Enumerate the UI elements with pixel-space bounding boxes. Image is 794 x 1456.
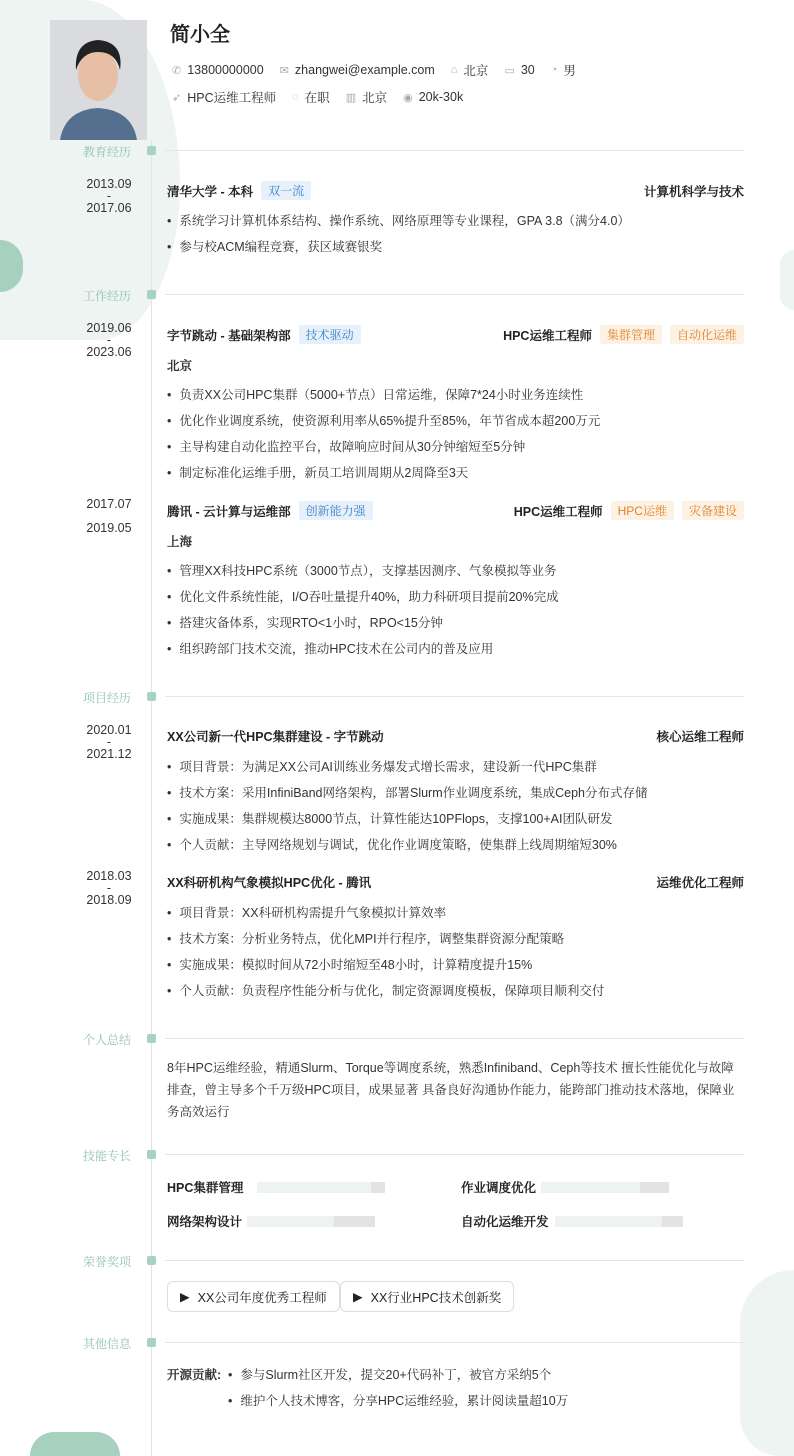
skill-name: 自动化运维开发 xyxy=(461,1215,549,1229)
phone: 13800000000 xyxy=(187,63,264,77)
date-end: 2021.12 xyxy=(86,747,132,761)
list-item: • 技术方案：采用InfiniBand网络架构，部署Slurm作业调度系统，集成Ceph分布式存储 xyxy=(167,783,648,801)
building-icon: ▥ xyxy=(345,91,357,104)
status: 在职 xyxy=(304,91,330,105)
date-end: 2017.06 xyxy=(86,201,132,215)
skill-bar xyxy=(541,1182,669,1193)
job-city: 上海 xyxy=(167,535,193,549)
education-header xyxy=(167,181,744,200)
section-title-skills: 技能专长 xyxy=(83,1149,132,1163)
skill-bar xyxy=(247,1216,375,1227)
summary-text: 8年HPC运维经验，精通Slurm、Torque等调度系统，熟悉Infiniband、Ceph等技术 擅长性能优化与故障排查，曾主导多个千万级HPC项目，成果显著 具备良好沟通协作能力，能跨部门推动技术落地，保障业务高效运行 xyxy=(167,1061,735,1119)
play-icon: ▶ xyxy=(180,1290,190,1304)
section-title-project: 项目经历 xyxy=(83,691,132,705)
divider xyxy=(165,150,744,151)
skill-item xyxy=(167,1178,385,1196)
email: zhangwei@example.com xyxy=(294,63,435,77)
position: HPC运维工程师 xyxy=(187,91,277,105)
date-end: 2018.09 xyxy=(86,893,132,907)
job-intent-row xyxy=(172,88,463,106)
list-item: • 实施成果：集群规模达8000节点，计算性能达10PFlops，支撑100+AI团队研发 xyxy=(167,809,612,827)
section-dot xyxy=(147,1256,156,1265)
section-dot xyxy=(147,692,156,701)
skill-item xyxy=(461,1212,683,1230)
date-range: 2013.09 - 2017.06 xyxy=(80,178,138,214)
section-dot xyxy=(147,1034,156,1043)
list-item: • 优化作业调度系统，使资源利用率从65%提升至85%，年节省成本超200万元 xyxy=(167,411,600,429)
salary-icon: ◉ xyxy=(403,91,413,104)
location: 北京 xyxy=(463,64,489,78)
list-item: • 维护个人技术博客，分享HPC运维经验，累计阅读量超10万 xyxy=(228,1391,568,1409)
section-dot xyxy=(147,290,156,299)
date-range: 2020.01 - 2021.12 xyxy=(80,724,138,760)
list-item: • 负责XX公司HPC集群（5000+节点）日常运维，保障7*24小时业务连续性 xyxy=(167,385,583,403)
gender-icon: ◔ xyxy=(550,64,558,76)
calendar-icon: ▭ xyxy=(504,64,515,77)
tag: 技术驱动 xyxy=(299,325,361,344)
skill-name: 网络架构设计 xyxy=(167,1215,243,1229)
project-name: XX科研机构气象模拟HPC优化 - 腾讯 xyxy=(167,876,372,890)
project-name: XX公司新一代HPC集群建设 - 字节跳动 xyxy=(167,730,384,744)
date-end: 2019.05 xyxy=(86,521,132,535)
award-label: XX公司年度优秀工程师 xyxy=(197,1290,327,1305)
date-range: 2019.06 - 2023.06 xyxy=(80,322,138,358)
home-icon: ⌂ xyxy=(450,64,458,76)
section-title-awards: 荣誉奖项 xyxy=(83,1255,132,1269)
award-badge[interactable] xyxy=(167,1281,340,1312)
project-header xyxy=(167,873,744,891)
divider xyxy=(165,294,744,295)
section-title-work: 工作经历 xyxy=(83,289,132,303)
skill-bar-fill xyxy=(247,1216,334,1227)
tag: 灾备建设 xyxy=(682,501,744,520)
school: 清华大学 - 本科 xyxy=(167,184,254,199)
award-label: XX行业HPC技术创新奖 xyxy=(370,1290,502,1305)
contact-row xyxy=(172,61,576,79)
decor-circle xyxy=(780,250,794,310)
list-item: • 实施成果：模拟时间从72小时缩短至48小时，计算精度提升15% xyxy=(167,955,532,973)
tag: 自动化运维 xyxy=(670,325,744,344)
send-icon: ➶ xyxy=(172,91,182,104)
list-item: • 项目背景：XX科研机构需提升气象模拟计算效率 xyxy=(167,903,446,921)
list-item: • 个人贡献：负责程序性能分析与优化，制定资源调度模板，保障项目顺利交付 xyxy=(167,981,604,999)
mail-icon: ✉ xyxy=(279,64,289,77)
list-item: • 优化文件系统性能，I/O吞吐量提升40%，助力科研项目提前20%完成 xyxy=(167,587,559,605)
avatar xyxy=(50,20,147,140)
age: 30 xyxy=(520,63,535,77)
tag: 创新能力强 xyxy=(299,501,373,520)
job-header xyxy=(167,501,744,520)
date-range: 2018.03 - 2018.09 xyxy=(80,870,138,906)
section-dot xyxy=(147,1150,156,1159)
date-range xyxy=(80,498,138,534)
company: 腾讯 - 云计算与运维部 xyxy=(167,504,291,519)
divider xyxy=(165,1154,744,1155)
list-item: • 参与Slurm社区开发，提交20+代码补丁，被官方采纳5个 xyxy=(228,1365,551,1383)
role: 运维优化工程师 xyxy=(656,876,744,890)
date-start: 2013.09 xyxy=(86,177,132,191)
list-item: • 管理XX科技HPC系统（3000节点），支撑基因测序、气象模拟等业务 xyxy=(167,561,557,579)
job-header xyxy=(167,325,744,344)
play-icon: ▶ xyxy=(353,1290,363,1304)
skill-bar-fill xyxy=(541,1182,640,1193)
list-item: • 系统学习计算机体系结构、操作系统、网络原理等专业课程，GPA 3.8（满分4.0） xyxy=(167,211,630,229)
section-dot xyxy=(147,146,156,155)
role: HPC运维工程师 xyxy=(503,328,592,343)
skill-bar xyxy=(555,1216,683,1227)
candidate-name: 简小全 xyxy=(170,24,230,46)
divider xyxy=(165,696,744,697)
skill-bar-fill xyxy=(555,1216,663,1227)
skill-item xyxy=(461,1178,669,1196)
city: 北京 xyxy=(362,91,388,105)
status-icon: ◌ xyxy=(292,91,299,103)
list-item: • 个人贡献：主导网络规划与调试，优化作业调度策略，使集群上线周期缩短30% xyxy=(167,835,617,853)
divider xyxy=(165,1038,744,1039)
project-header xyxy=(167,727,744,745)
section-title-other: 其他信息 xyxy=(83,1337,132,1351)
date-start: 2020.01 xyxy=(86,723,132,737)
tag: 双一流 xyxy=(261,181,311,200)
section-title-education: 教育经历 xyxy=(83,145,132,159)
list-item: • 主导构建自动化监控平台，故障响应时间从30分钟缩短至5分钟 xyxy=(167,437,525,455)
decor-blob xyxy=(740,1270,794,1456)
skill-bar xyxy=(257,1182,385,1193)
skill-name: HPC集群管理 xyxy=(167,1181,244,1195)
list-item: • 制定标准化运维手册，新员工培训周期从2周降至3天 xyxy=(167,463,468,481)
divider xyxy=(165,1342,744,1343)
tag: 集群管理 xyxy=(600,325,662,344)
section-dot xyxy=(147,1338,156,1347)
date-start: 2018.03 xyxy=(86,869,132,883)
list-item: • 组织跨部门技术交流，推动HPC技术在公司内的普及应用 xyxy=(167,639,493,657)
list-item: • 技术方案：分析业务特点，优化MPI并行程序，调整集群资源分配策略 xyxy=(167,929,564,947)
skill-bar-fill xyxy=(257,1182,371,1193)
divider xyxy=(165,1260,744,1261)
date-start: 2019.06 xyxy=(86,321,132,335)
decor-circle xyxy=(30,1432,120,1456)
list-item: • 项目背景：为满足XX公司AI训练业务爆发式增长需求，建设新一代HPC集群 xyxy=(167,757,597,775)
skill-item xyxy=(167,1212,375,1230)
section-title-summary: 个人总结 xyxy=(83,1033,132,1047)
company: 字节跳动 - 基础架构部 xyxy=(167,328,291,343)
list-item: • 搭建灾备体系，实现RTO<1小时，RPO<15分钟 xyxy=(167,613,443,631)
skill-name: 作业调度优化 xyxy=(461,1181,537,1195)
salary: 20k-30k xyxy=(418,90,464,104)
date-end: 2023.06 xyxy=(86,345,132,359)
tag: HPC运维 xyxy=(611,501,674,520)
major: 计算机科学与技术 xyxy=(643,184,744,199)
date-start: 2017.07 xyxy=(86,497,132,511)
phone-icon: ✆ xyxy=(172,64,182,77)
list-item: • 参与校ACM编程竞赛，获区域赛银奖 xyxy=(167,237,382,255)
role: 核心运维工程师 xyxy=(656,730,744,744)
job-city: 北京 xyxy=(167,359,193,373)
role: HPC运维工程师 xyxy=(513,504,603,519)
award-badge[interactable] xyxy=(340,1281,514,1312)
gender: 男 xyxy=(563,64,576,78)
other-label: 开源贡献: xyxy=(167,1368,222,1382)
